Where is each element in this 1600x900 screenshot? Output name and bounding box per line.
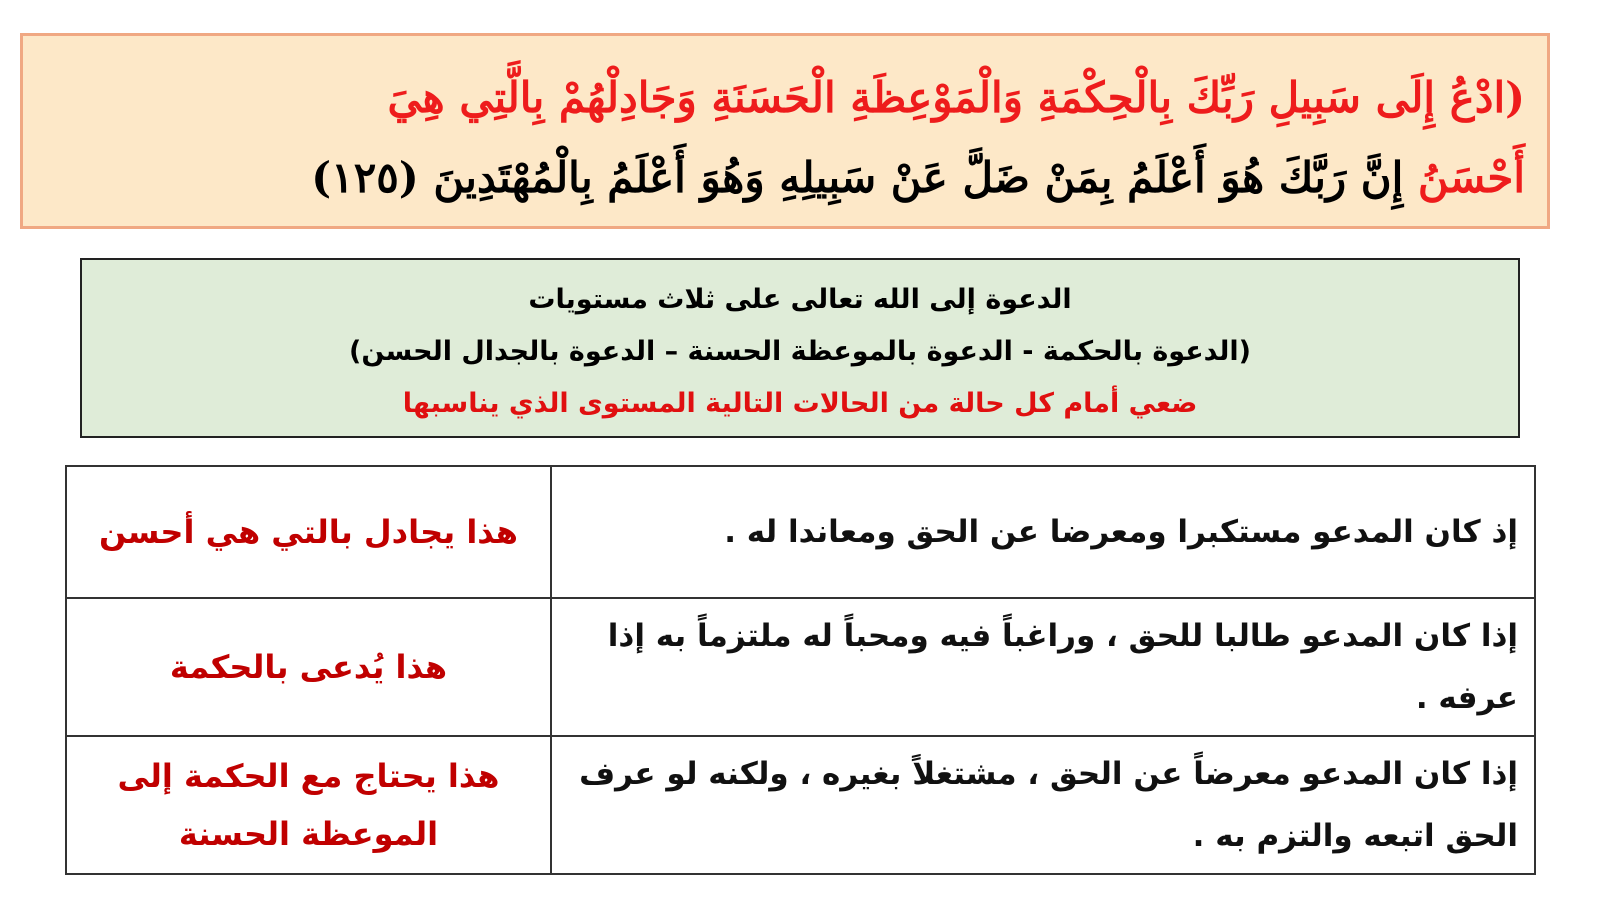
answer-cell: هذا يجادل بالتي هي أحسن [66, 466, 551, 598]
dawah-levels-box [80, 258, 1520, 438]
levels-instruction: ضعي أمام كل حالة من الحالات التالية المستوى الذي يناسبها [402, 388, 1198, 419]
verse-line-1: (ادْعُ إِلَى سَبِيلِ رَبِّكَ بِالْحِكْمَةِ وَالْمَوْعِظَةِ الْحَسَنَةِ وَجَادِلْهُمْ بِالَّتِي هِيَ [387, 73, 1525, 122]
case-cell: إذا كان المدعو طالبا للحق ، وراغباً فيه ومحباً له ملتزماً به إذا عرفه . [551, 598, 1535, 736]
verse-box [20, 33, 1550, 229]
cases-table [65, 465, 1536, 875]
verse-word-ahsan: أَحْسَنُ [1417, 153, 1525, 202]
case-cell: إذ كان المدعو مستكبرا ومعرضا عن الحق ومعاندا له . [551, 466, 1535, 598]
case-cell: إذا كان المدعو معرضاً عن الحق ، مشتغلاً بغيره ، ولكنه لو عرف الحق اتبعه والتزم به . [551, 736, 1535, 874]
table-row [66, 598, 1535, 736]
answer-cell: هذا يحتاج مع الحكمة إلى الموعظة الحسنة [66, 736, 551, 874]
table-row [66, 736, 1535, 874]
answer-cell: هذا يُدعى بالحكمة [66, 598, 551, 736]
levels-title: الدعوة إلى الله تعالى على ثلاث مستويات [528, 284, 1072, 315]
verse-line-2-rest: إِنَّ رَبَّكَ هُوَ أَعْلَمُ بِمَنْ ضَلَّ عَنْ سَبِيلِهِ وَهُوَ أَعْلَمُ بِالْمُهْتَدِينَ (١٢٥) [311, 153, 1418, 202]
verse-line-2 [45, 138, 1525, 218]
table-row [66, 466, 1535, 598]
levels-list: (الدعوة بالحكمة - الدعوة بالموعظة الحسنة – الدعوة بالجدال الحسن) [349, 336, 1251, 367]
